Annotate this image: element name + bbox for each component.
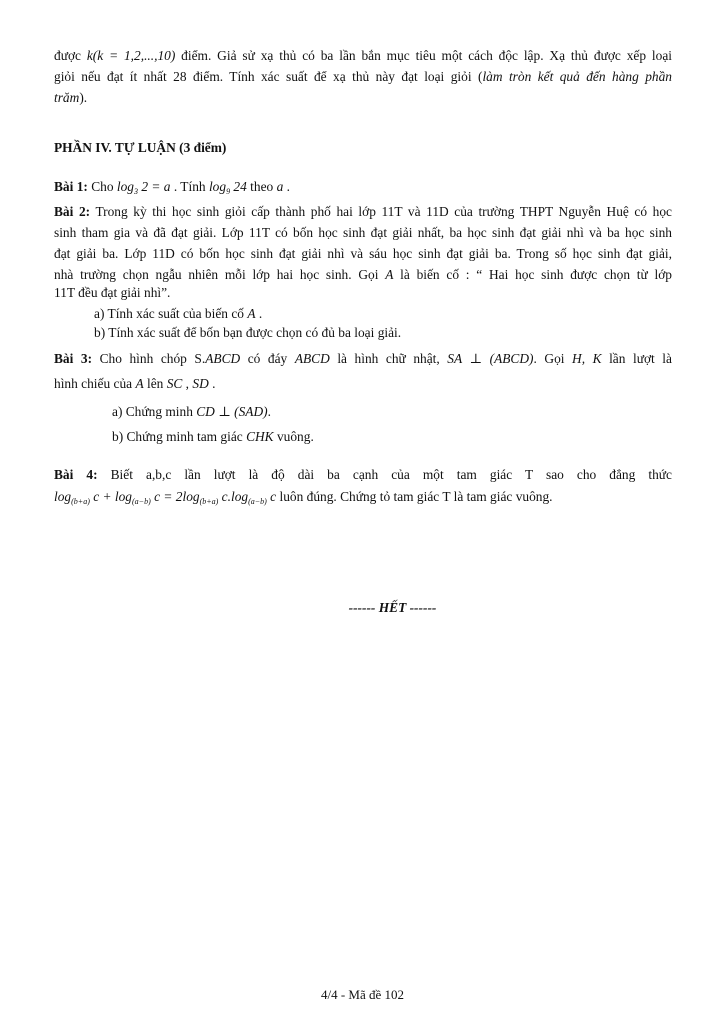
page-footer: 4/4 - Mã đề 102 <box>320 987 405 1002</box>
math-sa-perp: SA ⊥ (ABCD) <box>447 351 534 366</box>
prev-question-line-1: được k(k = 1,2,...,10) điểm. Giả sử xạ thủ có ba lần bắn mục tiêu một cách độc lập. Xạ thủ được xếp loại <box>54 48 673 63</box>
problem-1-label: Bài 1: <box>54 179 88 194</box>
problem-4-line-2: $\log_{(b+a)} c + \log_{(a-b)} c = 2\log_{(b+a)}$ $c.\log_{(a-b)}$ c luôn đúng. Chứng tỏ tam giác T là tam giác vuông. <box>54 489 553 506</box>
problem-3-part-b: b) Chứng minh tam giác CHK vuông. <box>112 429 314 444</box>
problem-3-part-a: a) Chứng minh CD ⊥ (SAD). <box>112 404 271 419</box>
problem-2-line-3: đạt giải ba. Lớp 11D có bốn học sinh đạt giải nhì và sáu học sinh đạt giải ba. Trong số học sinh đạt giải, <box>54 246 672 261</box>
problem-2-label: Bài 2: <box>54 204 91 219</box>
math-log3: $\log_3 2 = a$ <box>116 179 171 196</box>
problem-3-line-2: hình chiếu của A lên SC , SD . <box>54 376 216 391</box>
problem-2-line-5: 11T đều đạt giải nhì”. <box>54 285 171 300</box>
problem-2-line-2: sinh tham gia và đã đạt giải. Lớp 11T có bốn học sinh đạt giải nhất, ba học sinh đạt giải nhì và ba học sinh <box>54 225 672 240</box>
section-title: PHẦN IV. TỰ LUẬN (3 điểm) <box>54 140 227 155</box>
math-k-range: k(k = 1,2,...,10) <box>86 48 176 63</box>
problem-2-part-a: a) Tính xác suất của biến cố A . <box>94 306 263 321</box>
math-log-identity: $\log_{(b+a)} c + \log_{(a-b)} c = 2\log_{(b+a)}$ $c.\log_{(a-b)}$ c <box>54 489 277 506</box>
math-log9: $\log_9 24$ <box>208 179 247 196</box>
prev-question-line-3: trăm). <box>54 90 88 105</box>
problem-3-line-1: Bài 3: Cho hình chóp S.ABCD có đáy ABCD là hình chữ nhật, SA ⊥ (ABCD). Gọi H, K lần lượt là <box>54 351 672 366</box>
problem-4-line-1: Bài 4: Biết a,b,c lần lượt là độ dài ba cạnh của một tam giác T sao cho đẳng thức <box>54 467 672 482</box>
problem-3-label: Bài 3: <box>54 351 93 366</box>
problem-4-label: Bài 4: <box>54 467 98 482</box>
prev-question-line-2: giỏi nếu đạt ít nhất 28 điểm. Tính xác suất để xạ thủ này đạt loại giỏi (làm tròn kết quả đến hàng phần <box>54 69 672 84</box>
end-mark: ------ HẾT ------ <box>348 600 437 615</box>
problem-2-part-b: b) Tính xác suất để bốn bạn được chọn có đủ ba loại giải. <box>94 325 402 340</box>
problem-2-line-1: Bài 2: Trong kỳ thi học sinh giỏi cấp thành phố hai lớp 11T và 11D của trường THPT Nguyễn Huệ có học <box>54 204 672 219</box>
problem-2-line-4: nhà trường chọn ngẫu nhiên mỗi lớp hai học sinh. Gọi A là biến cố : “ Hai học sinh được chọn từ lớp <box>54 267 673 282</box>
problem-1: Bài 1: Cho $\log_3 2 = a$ . Tính $\log_9 24$ theo a . <box>54 179 290 196</box>
